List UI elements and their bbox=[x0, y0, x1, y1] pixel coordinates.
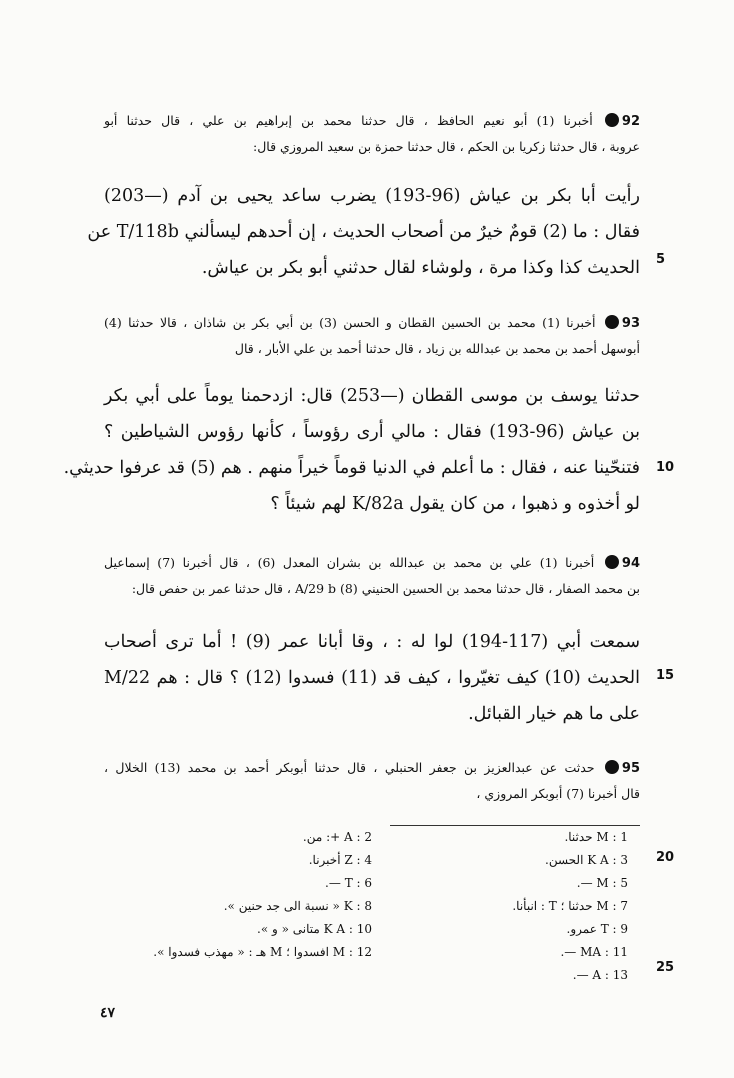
footnote: M : 1 حدثنا. bbox=[564, 830, 628, 844]
isnad-line: حدثت عن عبدالعزيز بن جعفر الحنبلي ، قال حدثنا أبوبكر أحمد بن محمد (13) الخلال ، bbox=[104, 760, 595, 775]
hadith-92-matn bbox=[87, 178, 640, 286]
matn-line: سمعت أبي (117-194) لوا له : ، وقا أبانا عمر (9) ! أما ترى أصحاب bbox=[104, 632, 640, 652]
footnote: T : 9 عمرو. bbox=[566, 922, 628, 936]
footnote: A : 13 —. bbox=[572, 968, 628, 982]
footnote-row bbox=[104, 826, 640, 849]
line-number: 10 bbox=[656, 460, 675, 475]
bullet-icon bbox=[605, 113, 619, 127]
hadith-92-isnad bbox=[104, 108, 640, 159]
isnad-line: أبوسهل أحمد بن محمد بن عبدالله بن زياد ، قال حدثنا أحمد بن علي الأبار ، قال bbox=[234, 341, 640, 356]
matn-line: فقال : ما (2) قومٌ خيرٌ من أصحاب الحديث ، إن أحدهم ليسألني T/118b عن bbox=[87, 222, 640, 242]
line-number: 20 bbox=[656, 850, 675, 865]
footnote-row bbox=[104, 964, 640, 987]
footnote: M : 12 افسدوا ؛ M هـ : « مهذب فسدوا ». bbox=[153, 945, 372, 959]
line-number: 25 bbox=[656, 960, 675, 975]
footnote: K : 8 « نسبة الى جد حنين ». bbox=[223, 899, 372, 913]
bullet-icon bbox=[605, 760, 619, 774]
footnote-row bbox=[104, 849, 640, 872]
matn-line: لو أخذوه و ذهبوا ، من كان يقول K/82a لهم شيئاً ؟ bbox=[270, 494, 640, 514]
hadith-93-matn bbox=[63, 378, 640, 522]
hadith-number: 95 bbox=[621, 761, 641, 776]
footnote: M : 5 —. bbox=[576, 876, 628, 890]
matn-line: الحديث (10) كيف تغيّروا ، كيف قد (11) فسدوا (12) ؟ قال : هم M/22 bbox=[104, 668, 641, 688]
matn-line: حدثنا يوسف بن موسى القطان (—253) قال: ازدحمنا يوماً على أبي بكر bbox=[104, 386, 640, 406]
hadith-number: 94 bbox=[621, 556, 641, 571]
matn-line: بن عياش (96-193) فقال : مالي أرى رؤوساً ، كأنها رؤوس الشياطين ؟ bbox=[104, 422, 640, 442]
matn-line: الحديث كذا وكذا مرة ، ولوشاء لقال حدثني أبو بكر بن عياش. bbox=[201, 258, 640, 278]
footnote-row bbox=[104, 918, 640, 941]
isnad-line: أخبرنا (1) أبو نعيم الحافظ ، قال حدثنا محمد بن إبراهيم بن علي ، قال حدثنا أبو bbox=[104, 113, 593, 128]
matn-line: رأيت أبا بكر بن عياش (96-193) يضرب ساعد يحيى بن آدم (—203) bbox=[104, 186, 640, 206]
footnote-row bbox=[104, 941, 640, 964]
isnad-line: أخبرنا (1) محمد بن الحسين القطان و الحسن (3) بن أبي بكر بن شاذان ، قالا حدثنا (4) bbox=[104, 315, 596, 330]
isnad-line: أخبرنا (1) علي بن محمد بن عبدالله بن بشران المعدل (6) ، قال أخبرنا (7) إسماعيل bbox=[104, 555, 595, 570]
hadith-95-isnad bbox=[104, 755, 640, 806]
footnote: K A : 10 متانى « و ». bbox=[257, 922, 372, 936]
isnad-line: قال أخبرنا (7) أبوبكر المروزي ، bbox=[476, 786, 640, 801]
matn-line: فتنحّينا عنه ، فقال : ما أعلم في الدنيا قوماً خيراً منهم . هم (5) قد عرفوا حديثي. bbox=[63, 458, 640, 478]
bullet-icon bbox=[605, 555, 619, 569]
footnote: MA : 11 —. bbox=[560, 945, 628, 959]
line-number: 5 bbox=[656, 252, 666, 267]
hadith-94-matn bbox=[104, 624, 640, 732]
footnote: M : 7 حدثنا ؛ T : انبأنا. bbox=[512, 899, 628, 913]
page-number: ٤٧ bbox=[100, 1005, 116, 1021]
footnote: A : 2 +: من. bbox=[302, 830, 372, 844]
footnote bbox=[104, 964, 372, 987]
footnote: K A : 3 الحسن. bbox=[545, 853, 628, 867]
footnote: Z : 4 أخبرنا. bbox=[308, 853, 372, 867]
bullet-icon bbox=[605, 315, 619, 329]
footnote-row bbox=[104, 872, 640, 895]
hadith-number: 93 bbox=[621, 316, 641, 331]
line-number: 15 bbox=[656, 668, 675, 683]
footnote: T : 6 —. bbox=[325, 876, 372, 890]
hadith-93-isnad bbox=[104, 310, 640, 361]
footnote-row bbox=[104, 895, 640, 918]
footnotes bbox=[104, 826, 640, 987]
matn-line: على ما هم خيار القبائل. bbox=[468, 704, 640, 724]
hadith-number: 92 bbox=[621, 114, 640, 129]
isnad-line: بن محمد الصفار ، قال حدثنا محمد بن الحسين الحنيني (8) A/29 b ، قال حدثنا عمر بن حفص قال: bbox=[131, 581, 640, 596]
hadith-94-isnad bbox=[104, 550, 640, 601]
isnad-line: عروبة ، قال حدثنا زكريا بن الحكم ، قال حدثنا حمزة بن سعيد المروزي قال: bbox=[252, 139, 640, 154]
